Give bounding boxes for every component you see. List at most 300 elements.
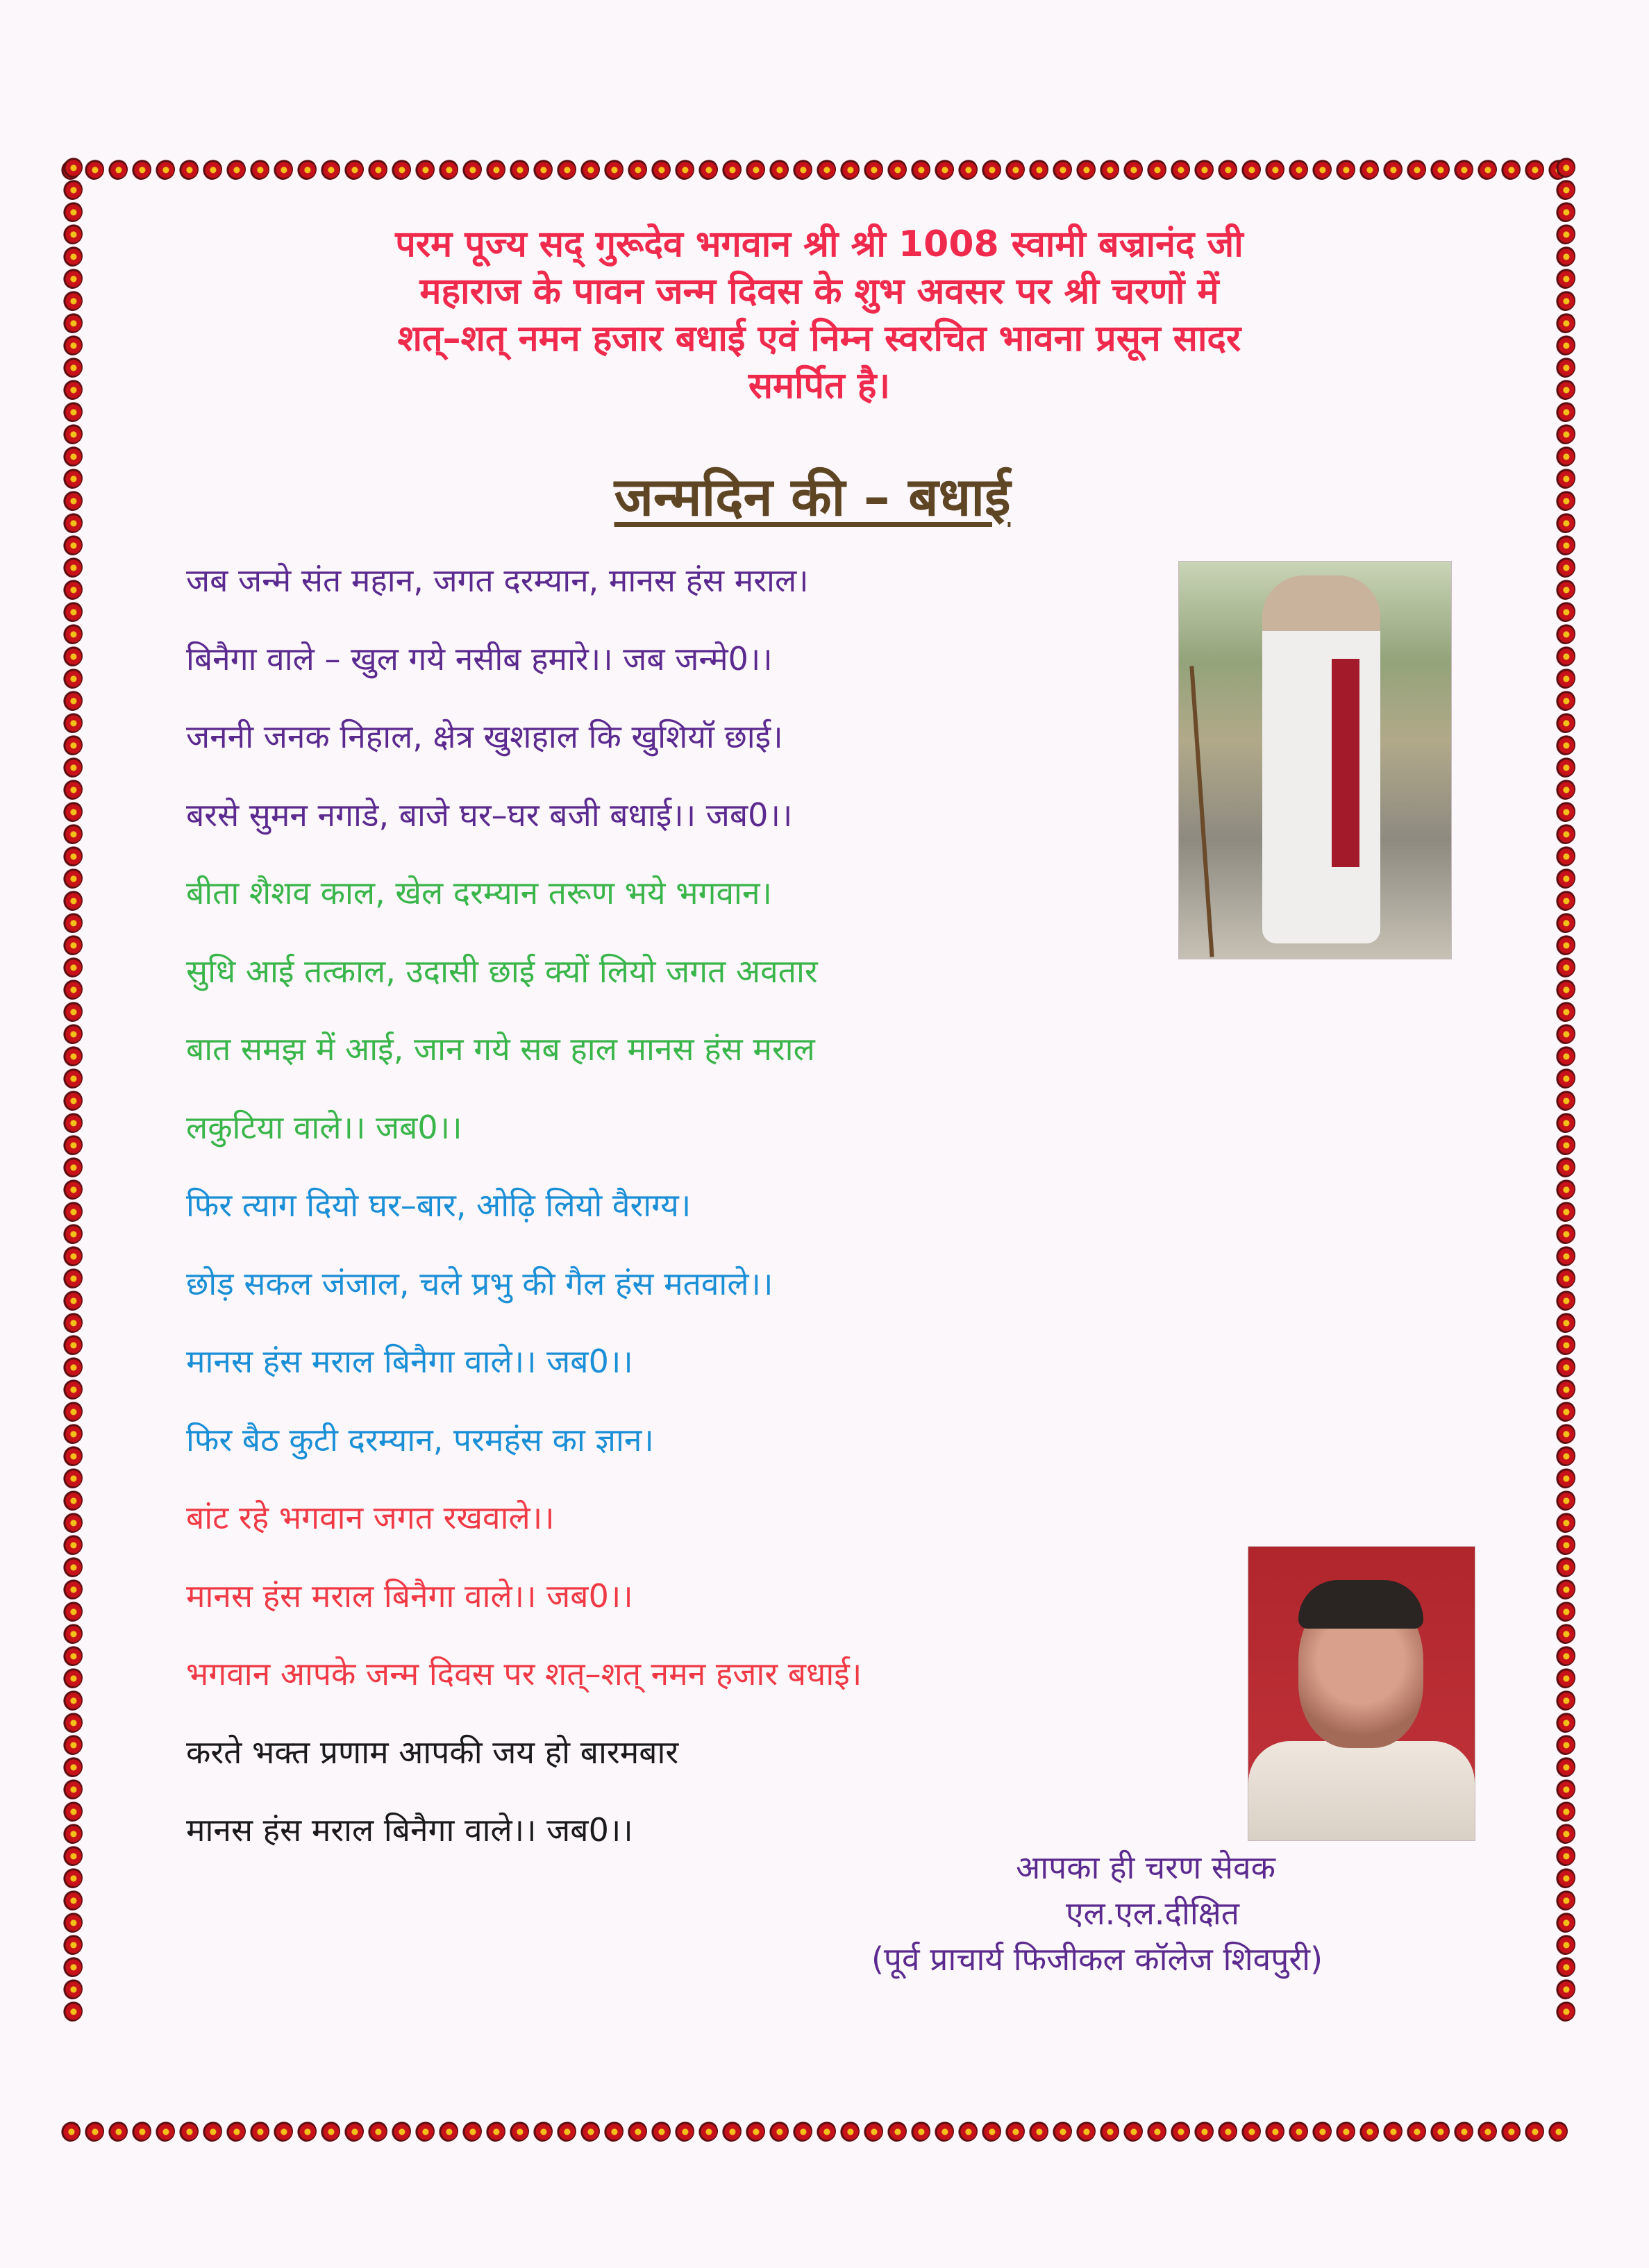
flower-icon [458,156,485,183]
flower-icon [1001,2118,1028,2144]
flower-icon [59,1909,85,1935]
verse-line: सुधि आई तत्काल, उदासी छाई क्यों लियो जगत अवतार [186,952,818,990]
flower-icon [1521,2118,1547,2144]
flower-icon [59,1243,85,1269]
flower-icon [59,1754,85,1780]
flower-icon [59,1265,85,1291]
flower-icon [1521,156,1547,183]
flower-icon [59,1776,85,1802]
flower-icon [1552,1243,1578,1269]
flower-icon [175,2118,201,2144]
flower-icon [293,156,319,183]
flower-icon [1552,1820,1578,1847]
flower-icon [59,1354,85,1380]
flower-icon [293,2118,319,2144]
flower-icon [1001,156,1028,183]
flower-icon [59,709,85,736]
flower-icon [59,1709,85,1736]
flower-icon [1284,156,1311,183]
flower-icon [1096,156,1122,183]
flower-icon [812,2118,839,2144]
flower-icon [930,2118,957,2144]
signature-block [729,1847,1423,1980]
flower-icon [1552,709,1578,736]
author-name: एल.एल.दीक्षित [1066,1895,1239,1932]
poem-verses [186,561,1207,1889]
flower-icon [59,1687,85,1713]
flower-icon [59,798,85,825]
flower-icon [1552,776,1578,803]
flower-icon [1552,1132,1578,1158]
flower-icon [789,156,815,183]
flower-icon [59,909,85,936]
flower-icon [59,1509,85,1536]
flower-icon [576,2118,603,2144]
flower-icon [59,1020,85,1047]
flower-icon [1552,354,1578,380]
flower-icon [364,2118,390,2144]
flower-icon [789,2118,815,2144]
signoff-line-1: आपका ही चरण सेवक [1016,1849,1275,1886]
flower-icon [199,2118,225,2144]
flower-icon [1552,643,1578,669]
flower-icon [59,1976,85,2002]
flower-icon [1308,2118,1334,2144]
flower-icon [435,2118,461,2144]
flower-icon [59,156,85,180]
flower-icon [1552,754,1578,780]
flower-icon [59,1465,85,1491]
flower-icon [59,1309,85,1336]
verse-line: भगवान आपके जन्म दिवस पर शत्–शत् नमन हजार बधाई। [186,1655,862,1692]
flower-icon [59,243,85,269]
flower-icon [1403,2118,1429,2144]
flower-icon [59,1443,85,1469]
flower-icon [1552,487,1578,514]
dedication-line-1: परम पूज्य सद् गुरूदेव भगवान श्री श्री 1008 स्वामी बज्रानंद जी [395,224,1244,265]
flower-icon [59,1398,85,1425]
verse-line: फिर त्याग दियो घर–बार, ओढ़ि लियो वैराग्य। [186,1186,692,1224]
flower-icon [1552,443,1578,469]
flower-icon [1403,156,1429,183]
flower-icon [1552,1909,1578,1935]
flower-icon [1552,398,1578,425]
flower-icon [340,2118,367,2144]
flower-icon [387,156,414,183]
flower-icon [553,156,579,183]
flower-icon [1552,376,1578,403]
flower-icon [907,2118,933,2144]
flower-icon [59,1598,85,1624]
flower-icon [671,156,697,183]
flower-icon [1552,1443,1578,1469]
flower-icon [1552,156,1578,180]
flower-icon [742,156,768,183]
flower-icon [59,1643,85,1669]
flower-icon [1552,1776,1578,1802]
flower-icon [576,156,603,183]
flower-icon [246,156,272,183]
flower-icon [529,156,555,183]
flower-icon [1048,156,1075,183]
flower-icon [1214,156,1240,183]
flower-icon [59,354,85,380]
flower-icon [1426,2118,1453,2144]
flower-icon [1552,1665,1578,1691]
flower-icon [505,2118,532,2144]
flower-icon [1190,2118,1216,2144]
flower-icon [1552,1931,1578,1958]
flower-icon [1552,510,1578,536]
flower-icon [317,2118,343,2144]
flower-icon [1552,1065,1578,1091]
flower-icon [59,1554,85,1580]
flower-icon [269,2118,296,2144]
flower-icon [1552,998,1578,1025]
flower-icon [59,1820,85,1847]
flower-icon [59,1087,85,1114]
flower-icon [1552,1687,1578,1713]
flower-icon [1261,156,1287,183]
walking-stick [1189,666,1214,957]
flower-icon [600,156,626,183]
verse-line: बीता शैशव काल, खेल दरम्यान तरूण भये भगवान। [186,874,772,912]
guru-photo [1178,561,1452,959]
verse-line: मानस हंस मराल बिनैगा वाले।। जब0।। [186,1577,633,1615]
flower-icon [1552,1332,1578,1358]
flower-icon [1552,1265,1578,1291]
flower-icon [59,976,85,1002]
flower-icon [1552,576,1578,603]
flower-icon [1552,1709,1578,1736]
verse-line: फिर बैठ कुटी दरम्यान, परमहंस का ज्ञान। [186,1420,654,1459]
flower-icon [175,156,201,183]
flower-icon [59,1887,85,1913]
flower-icon [59,1109,85,1136]
flower-icon [59,843,85,869]
flower-icon [553,2118,579,2144]
flower-icon [1552,1620,1578,1647]
flower-icon [600,2118,626,2144]
flower-icon [59,1176,85,1202]
flower-icon [1552,1020,1578,1047]
flower-icon [765,2118,792,2144]
flower-icon [1552,1598,1578,1624]
flower-icon [151,156,178,183]
flower-icon [1552,732,1578,758]
flower-icon [1552,176,1578,203]
flower-icon [1552,1287,1578,1313]
flower-icon [1552,554,1578,580]
flower-icon [1552,865,1578,891]
verse-line: मानस हंस मराल बिनैगा वाले।। जब0।। [186,1343,633,1380]
flower-icon [59,176,85,203]
flower-icon [1552,1220,1578,1247]
flower-icon [1450,156,1476,183]
verse-line: मानस हंस मराल बिनैगा वाले।। जब0।। [186,1811,633,1849]
flower-icon [59,1132,85,1158]
flower-icon [59,1620,85,1647]
flower-icon [59,821,85,847]
flower-icon [1552,843,1578,869]
flower-icon [1552,287,1578,314]
flower-icon [59,199,85,225]
flower-icon [1166,156,1193,183]
flower-icon [1552,1865,1578,1891]
flower-icon [1497,2118,1523,2144]
flower-icon [128,156,154,183]
flower-icon [128,2118,154,2144]
flower-icon [1552,1354,1578,1380]
author-hair [1298,1580,1423,1629]
flower-icon [1355,2118,1382,2144]
flower-icon [1552,221,1578,247]
flower-icon [246,2118,272,2144]
flower-icon [59,554,85,580]
flower-icon [1552,909,1578,936]
flower-icon [59,1931,85,1958]
flower-icon [482,2118,508,2144]
flower-icon [1552,665,1578,691]
flower-border-top [58,156,1579,183]
flower-icon [860,156,886,183]
author-shirt [1248,1741,1475,1840]
flower-icon [59,1420,85,1447]
flower-icon [1552,1465,1578,1491]
flower-icon [1552,1109,1578,1136]
flower-icon [1332,2118,1358,2144]
flower-icon [151,2118,178,2144]
flower-icon [1552,1509,1578,1536]
flower-icon [836,2118,862,2144]
flower-icon [671,2118,697,2144]
flower-icon [1143,2118,1169,2144]
flower-icon [59,1954,85,1980]
flower-icon [1552,532,1578,558]
flower-icon [1552,310,1578,336]
flower-icon [435,156,461,183]
flower-icon [978,156,1004,183]
flower-icon [930,156,957,183]
flower-icon [104,2118,131,2144]
flower-icon [1096,2118,1122,2144]
flower-icon [59,665,85,691]
flower-icon [1552,1998,1578,2024]
flower-icon [1552,1754,1578,1780]
flower-icon [1552,199,1578,225]
flower-icon [1426,156,1453,183]
flower-icon [59,287,85,314]
flower-icon [59,1376,85,1402]
flower-icon [1552,421,1578,447]
flower-icon [59,1842,85,1869]
flower-icon [59,576,85,603]
flower-icon [505,156,532,183]
flower-border-left [58,156,86,2145]
flower-icon [1025,156,1051,183]
verse-line: छोड़ सकल जंजाल, चले प्रभु की गैल हंस मतवाले।। [186,1264,773,1302]
verse-line: बिनैगा वाले – खुल गये नसीब हमारे।। जब जन्मे0।। [186,639,773,678]
flower-icon [1379,2118,1405,2144]
flower-icon [647,2118,673,2144]
flower-icon [1237,2118,1264,2144]
flower-icon [954,156,980,183]
flower-icon [1190,156,1216,183]
flower-icon [59,1731,85,1758]
flower-icon [883,2118,910,2144]
flower-icon [59,1576,85,1602]
flower-icon [59,221,85,247]
flower-icon [411,2118,437,2144]
flower-icon [59,1043,85,1069]
flower-icon [1473,156,1500,183]
flower-icon [59,398,85,425]
flower-icon [1552,1887,1578,1913]
flower-icon [718,156,744,183]
flower-icon [1552,1154,1578,1180]
flower-icon [1552,621,1578,647]
flower-icon [59,1531,85,1558]
flower-icon [860,2118,886,2144]
flower-icon [104,156,131,183]
flower-icon [59,643,85,669]
flower-icon [1552,687,1578,714]
author-photo [1248,1546,1475,1841]
flower-icon [59,1998,85,2024]
flower-icon [269,156,296,183]
flower-icon [812,156,839,183]
flower-icon [529,2118,555,2144]
flower-icon [59,1865,85,1891]
flower-icon [836,156,862,183]
flower-icon [59,1332,85,1358]
flower-icon [59,443,85,469]
flower-icon [1308,156,1334,183]
flower-icon [1552,887,1578,914]
flower-icon [1552,465,1578,492]
flower-icon [1552,1976,1578,2002]
flower-icon [1552,1842,1578,1869]
flower-icon [59,1198,85,1225]
flower-icon [1355,156,1382,183]
flower-icon [1552,1487,1578,1513]
verse-line: बरसे सुमन नगाडे, बाजे घर–घर बजी बधाई।। जब0।। [186,796,793,834]
flower-icon [59,265,85,292]
flower-icon [59,865,85,891]
flower-icon [1552,1643,1578,1669]
flower-icon [411,156,437,183]
flower-icon [1552,1198,1578,1225]
flower-icon [317,156,343,183]
flower-icon [1214,2118,1240,2144]
flower-icon [907,156,933,183]
flower-icon [59,1798,85,1824]
flower-icon [59,1220,85,1247]
flower-icon [623,156,650,183]
flower-icon [954,2118,980,2144]
flower-icon [59,421,85,447]
flower-icon [1552,1043,1578,1069]
flower-icon [647,156,673,183]
verse-line: करते भक्त प्रणाम आपकी जय हो बारमबार [186,1733,679,1771]
flower-icon [59,1487,85,1513]
flower-icon [59,687,85,714]
flower-icon [694,2118,721,2144]
flower-icon [59,487,85,514]
flower-icon [623,2118,650,2144]
dedication-line-3: शत्–शत् नमन हजार बधाई एवं निम्न स्वरचित भावना प्रसून सादर [397,318,1241,360]
flower-icon [1119,156,1146,183]
flower-icon [1552,1087,1578,1114]
flower-icon [1450,2118,1476,2144]
flower-icon [718,2118,744,2144]
flower-icon [1552,1576,1578,1602]
dedication-paragraph [181,221,1458,410]
flower-icon [1552,1420,1578,1447]
flower-icon [59,754,85,780]
flower-icon [694,156,721,183]
flower-icon [1552,1798,1578,1824]
flower-icon [1552,598,1578,625]
flower-icon [1552,1176,1578,1202]
flower-icon [1552,265,1578,292]
flower-icon [340,156,367,183]
flower-icon [59,598,85,625]
flower-icon [1048,2118,1075,2144]
flower-border-bottom [58,2117,1579,2145]
flower-icon [978,2118,1004,2144]
flower-icon [1552,1554,1578,1580]
flower-icon [1552,243,1578,269]
guru-figure [1262,576,1380,943]
flower-icon [1552,1531,1578,1558]
flower-icon [1552,1731,1578,1758]
dedication-line-4: समर्पित है। [748,365,891,407]
flower-icon [222,2118,249,2144]
flower-icon [1119,2118,1146,2144]
flower-icon [1497,156,1523,183]
flower-icon [59,1665,85,1691]
flower-icon [482,156,508,183]
flower-icon [883,156,910,183]
flower-icon [1552,976,1578,1002]
flower-icon [387,2118,414,2144]
flower-icon [59,932,85,958]
flower-icon [1552,1954,1578,1980]
flower-icon [1332,156,1358,183]
red-scarf [1332,659,1359,867]
flower-icon [1552,332,1578,358]
flower-icon [59,1065,85,1091]
verse-line: बात समझ में आई, जान गये सब हाल मानस हंस मराल [186,1030,815,1068]
flower-icon [742,2118,768,2144]
flower-icon [59,465,85,492]
verse-line: बांट रहे भगवान जगत रखवाले।। [186,1499,555,1536]
flower-icon [59,532,85,558]
verse-line: जब जन्मे संत महान, जगत दरम्यान, मानस हंस मराल। [186,562,809,599]
flower-icon [1261,2118,1287,2144]
flower-icon [59,1154,85,1180]
flower-icon [1072,156,1098,183]
flower-icon [1166,2118,1193,2144]
poem-title: जन्मदिन की – बधाई [614,466,1011,528]
flower-icon [1237,156,1264,183]
flower-icon [1025,2118,1051,2144]
flower-icon [364,156,390,183]
flower-icon [1072,2118,1098,2144]
flower-icon [59,732,85,758]
flower-icon [59,1287,85,1313]
